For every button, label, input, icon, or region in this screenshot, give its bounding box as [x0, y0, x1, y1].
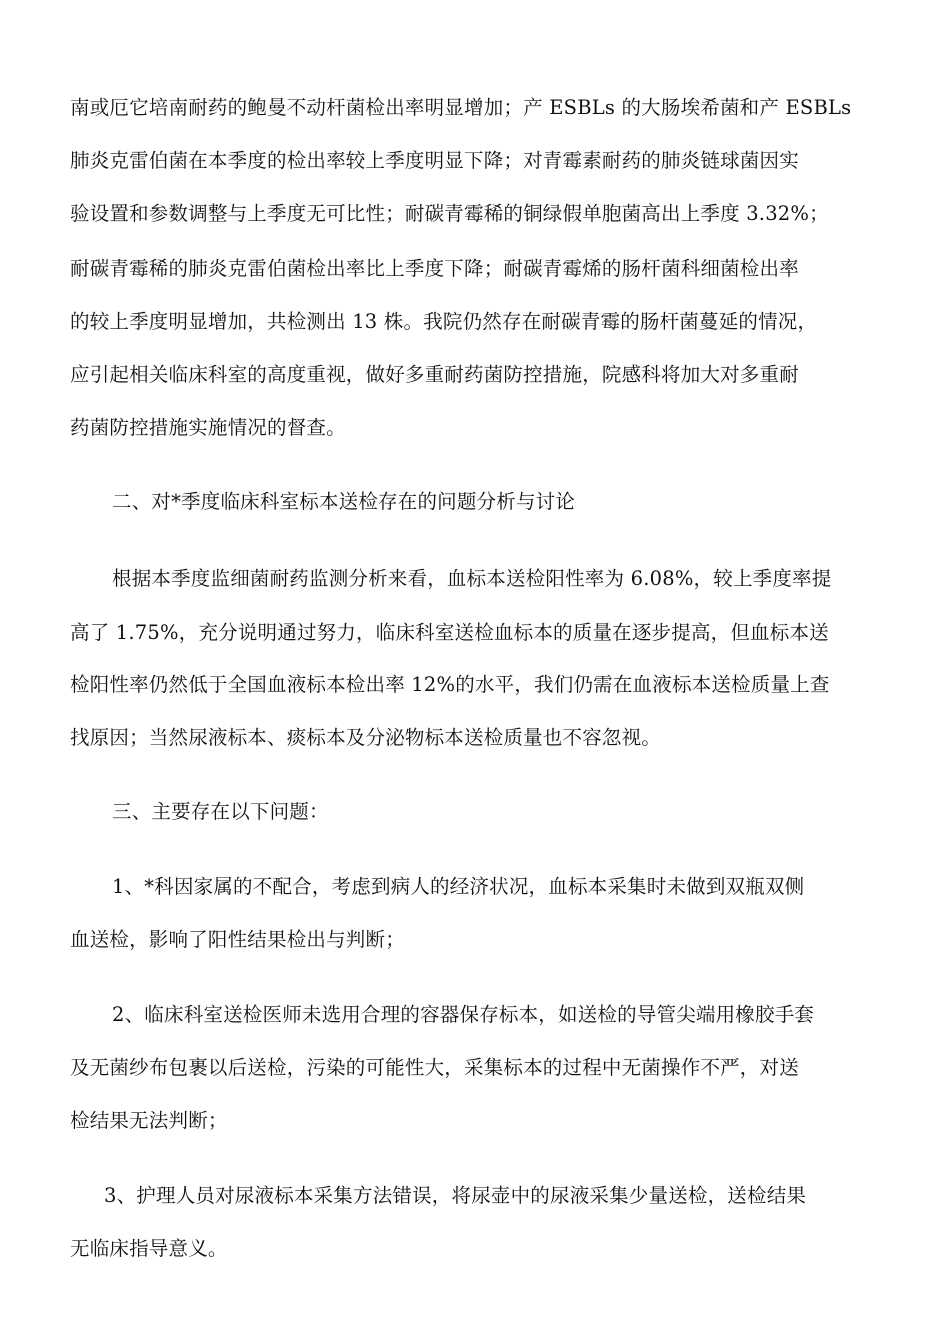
section-heading-2: 二、对*季度临床科室标本送检存在的问题分析与讨论	[112, 490, 576, 513]
paragraph-1-line-2: 肺炎克雷伯菌在本季度的检出率较上季度明显下降；对青霉素耐药的肺炎链球菌因实	[70, 149, 799, 172]
paragraph-2-line-4: 找原因；当然尿液标本、痰标本及分泌物标本送检质量也不容忽视。	[70, 726, 662, 749]
list-item-1-line-1: 1、*科因家属的不配合，考虑到病人的经济状况，血标本采集时未做到双瓶双侧	[112, 875, 805, 898]
list-item-3-line-1: 3、护理人员对尿液标本采集方法错误，将尿壶中的尿液采集少量送检，送检结果	[104, 1184, 807, 1207]
paragraph-1-line-1: 南或厄它培南耐药的鲍曼不动杆菌检出率明显增加；产 ESBLs 的大肠埃希菌和产 ESBLs	[70, 96, 852, 119]
paragraph-1-line-7: 药菌防控措施实施情况的督查。	[70, 416, 346, 439]
list-item-2-line-3: 检结果无法判断；	[70, 1109, 228, 1132]
list-item-2-line-2: 及无菌纱布包裹以后送检，污染的可能性大，采集标本的过程中无菌操作不严，对送	[70, 1056, 799, 1079]
section-heading-3: 三、主要存在以下问题：	[112, 800, 329, 823]
paragraph-2-line-2: 高了 1.75%，充分说明通过努力，临床科室送检血标本的质量在逐步提高，但血标本送	[70, 621, 829, 644]
paragraph-1-line-4: 耐碳青霉稀的肺炎克雷伯菌检出率比上季度下降；耐碳青霉烯的肠杆菌科细菌检出率	[70, 257, 799, 280]
paragraph-1-line-6: 应引起相关临床科室的高度重视，做好多重耐药菌防控措施，院感科将加大对多重耐	[70, 363, 799, 386]
list-item-2-line-1: 2、临床科室送检医师未选用合理的容器保存标本，如送检的导管尖端用橡胶手套	[112, 1003, 815, 1026]
paragraph-2-line-3: 检阳性率仍然低于全国血液标本检出率 12%的水平，我们仍需在血液标本送检质量上查	[70, 673, 830, 696]
list-item-3-line-2: 无临床指导意义。	[70, 1237, 228, 1260]
paragraph-1-line-5: 的较上季度明显增加，共检测出 13 株。我院仍然存在耐碳青霉的肠杆菌蔓延的情况，	[70, 310, 818, 333]
paragraph-1-line-3: 验设置和参数调整与上季度无可比性；耐碳青霉稀的铜绿假单胞菌高出上季度 3.32%；	[70, 202, 829, 225]
list-item-1-line-2: 血送检，影响了阳性结果检出与判断；	[70, 928, 405, 951]
paragraph-2-line-1: 根据本季度监细菌耐药监测分析来看，血标本送检阳性率为 6.08%，较上季度率提	[112, 567, 832, 590]
